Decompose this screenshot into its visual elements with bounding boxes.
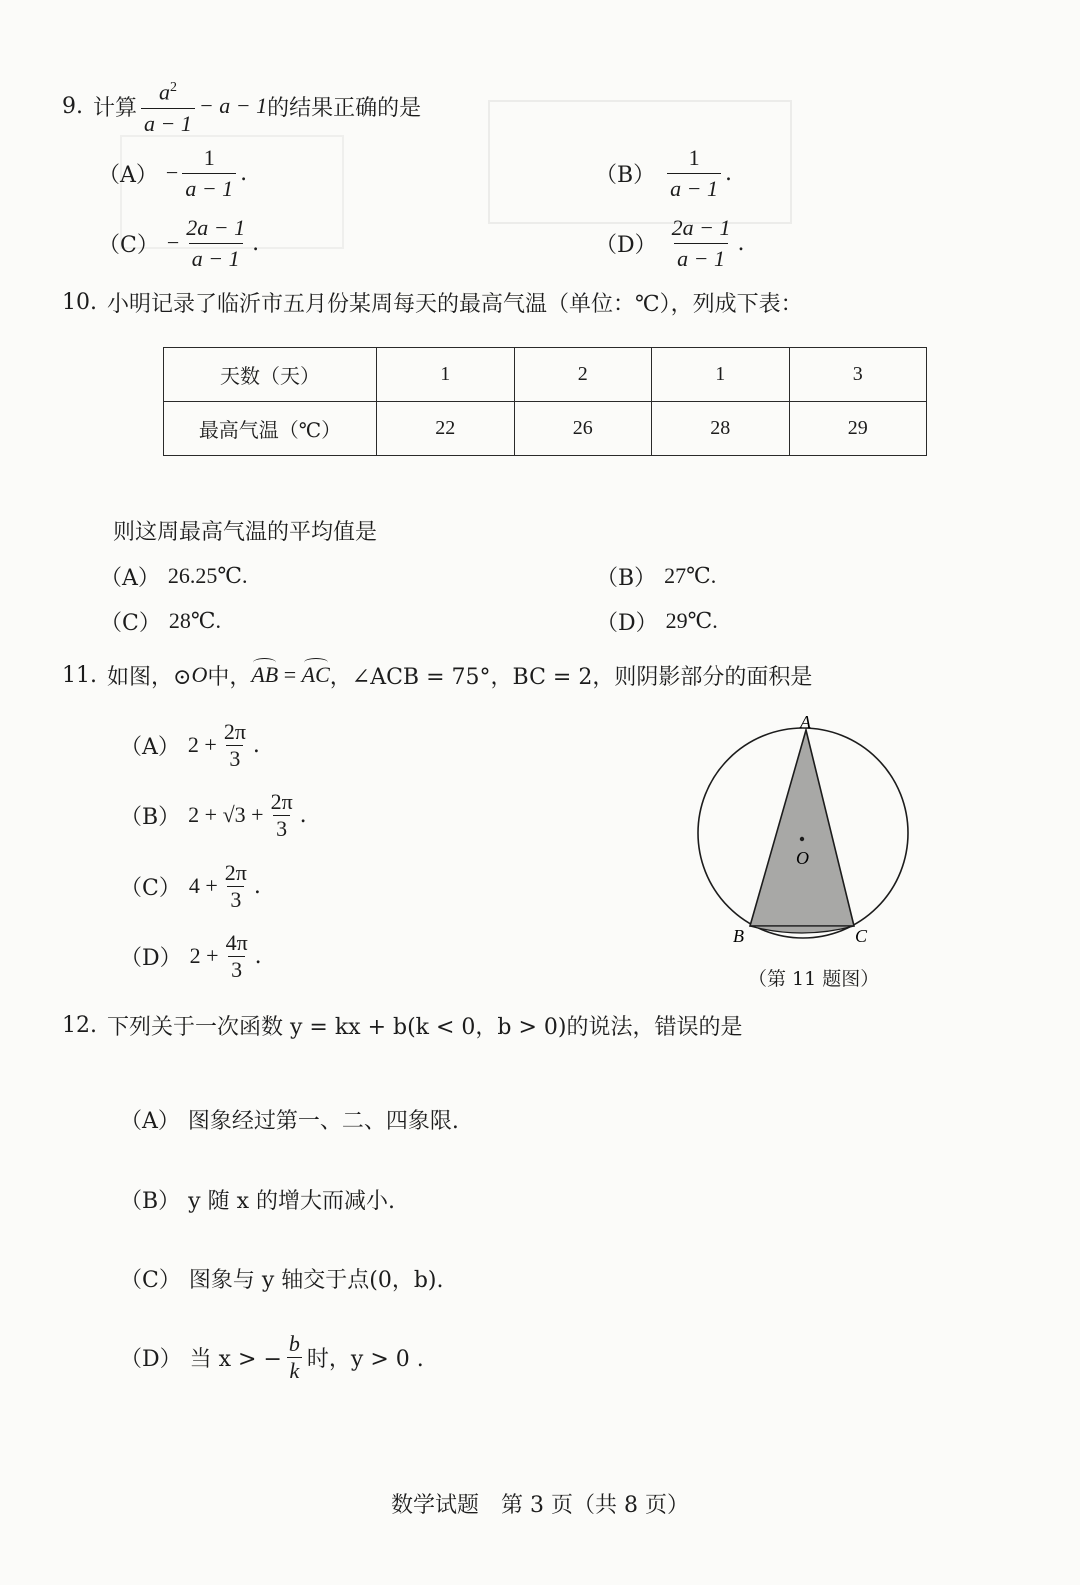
option-fraction xyxy=(183,213,248,274)
option-end: . xyxy=(253,873,261,899)
figure-caption: （第 11 题图） xyxy=(748,968,880,990)
option-prefix: 2 + xyxy=(187,732,217,757)
option-fraction xyxy=(222,860,250,913)
table-cell: 26 xyxy=(514,402,652,456)
q11-stem-c: ，∠ACB = 75°，BC = 2，则阴影部分的面积是 xyxy=(329,664,813,690)
q12-option-c[interactable] xyxy=(120,1261,444,1295)
q10-option-b[interactable] xyxy=(596,560,716,592)
q9-stem xyxy=(62,78,421,134)
q10-number: 10. xyxy=(62,289,97,315)
option-end: . xyxy=(725,160,733,186)
frac-den: 3 xyxy=(227,886,244,913)
q10-option-d[interactable] xyxy=(596,605,718,637)
option-label: （D） xyxy=(120,945,182,971)
center-point xyxy=(800,837,804,841)
option-sign: − xyxy=(166,230,180,255)
option-label: （A） xyxy=(120,734,180,760)
q12-stem xyxy=(62,1008,743,1042)
option-text: 图象经过第一、二、四象限. xyxy=(187,1108,459,1134)
q11-figure xyxy=(690,708,930,948)
q9-stem-tail: − a − 1 xyxy=(198,93,268,118)
q10-option-a[interactable] xyxy=(100,560,248,592)
option-label: （C） xyxy=(120,875,181,901)
option-text: 26.25℃. xyxy=(167,563,248,588)
q9-option-d[interactable] xyxy=(595,212,745,274)
frac-den: 3 xyxy=(228,956,245,983)
q10-option-c[interactable] xyxy=(100,605,221,637)
q10-question: 则这周最高气温的平均值是 xyxy=(113,519,378,545)
option-end: . xyxy=(240,160,248,186)
frac-num: b xyxy=(288,1330,300,1356)
shaded-triangle xyxy=(750,730,854,926)
row-header-days: 天数（天） xyxy=(164,348,377,402)
option-text: 28℃. xyxy=(168,608,221,633)
q12-stem-text: 下列关于一次函数 y = kx + b(k < 0，b > 0)的说法，错误的是 xyxy=(107,1014,743,1040)
option-label: （B） xyxy=(120,804,181,830)
frac-num: 2a − 1 xyxy=(671,214,731,240)
q12-number: 12. xyxy=(62,1012,97,1038)
q11-option-b[interactable] xyxy=(120,784,307,846)
table-cell: 1 xyxy=(377,348,515,402)
option-prefix: 2 + xyxy=(189,943,219,968)
q9-option-a[interactable] xyxy=(98,142,247,204)
option-label: （A） xyxy=(120,1108,180,1134)
option-end: . xyxy=(299,802,307,828)
q9-stem-fraction xyxy=(141,73,195,138)
option-prefix: 2 + √3 + xyxy=(188,802,264,827)
frac-den: 3 xyxy=(226,745,243,772)
option-label: （D） xyxy=(595,232,657,258)
frac-num: 2a − 1 xyxy=(186,214,246,240)
table-cell: 28 xyxy=(652,402,790,456)
q9-number: 9. xyxy=(62,93,83,119)
table-row xyxy=(164,402,927,456)
frac-den: a − 1 xyxy=(667,173,721,204)
frac-den: a − 1 xyxy=(674,243,728,274)
option-end: . xyxy=(737,230,745,256)
label-c: C xyxy=(855,926,868,946)
q9-stem-suffix: 的结果正确的是 xyxy=(267,95,422,121)
option-label: （D） xyxy=(120,1346,182,1372)
q11-stem-a: 如图，⊙ xyxy=(107,664,192,690)
q9-option-c[interactable] xyxy=(98,212,259,274)
frac-num: 2π xyxy=(224,859,247,885)
frac-den: a − 1 xyxy=(182,173,236,204)
option-label: （C） xyxy=(100,610,161,636)
q11-stem-b: 中， xyxy=(207,664,252,690)
option-label: （C） xyxy=(120,1267,181,1293)
option-end: . xyxy=(252,732,260,758)
option-label: （B） xyxy=(596,565,657,591)
q11-option-a[interactable] xyxy=(120,714,260,776)
label-o: O xyxy=(796,848,809,868)
table-cell: 2 xyxy=(514,348,652,402)
frac-den: 3 xyxy=(273,815,290,842)
frac-num: 2π xyxy=(270,788,293,814)
table-cell: 3 xyxy=(789,348,927,402)
option-text: 27℃. xyxy=(664,563,717,588)
frac-den: a − 1 xyxy=(189,243,243,274)
option-label: （C） xyxy=(98,232,159,258)
equals-sign: = xyxy=(278,662,302,687)
option-sign: − xyxy=(165,160,179,185)
temperature-table xyxy=(163,347,927,456)
option-fraction xyxy=(669,213,734,274)
option-prefix: 4 + xyxy=(188,873,218,898)
arc-ac: AC xyxy=(301,662,330,687)
option-prefix: 当 x > − xyxy=(189,1346,282,1372)
table-cell: 29 xyxy=(789,402,927,456)
option-fraction xyxy=(286,1331,303,1384)
option-fraction xyxy=(182,143,236,204)
q9-stem-prefix: 计算 xyxy=(93,95,138,121)
option-label: （D） xyxy=(596,610,658,636)
q11-option-d[interactable] xyxy=(120,925,262,987)
q11-stem-o: O xyxy=(191,662,208,687)
option-label: （B） xyxy=(120,1188,181,1214)
option-suffix: 时，y > 0 . xyxy=(306,1346,424,1372)
frac-num: 2π xyxy=(223,718,246,744)
label-b: B xyxy=(733,926,744,946)
option-text: 29℃. xyxy=(665,608,718,633)
option-fraction xyxy=(221,719,249,772)
option-text: y 随 x 的增大而减小. xyxy=(188,1188,395,1214)
q10-stem xyxy=(62,286,803,318)
option-end: . xyxy=(254,943,262,969)
table-cell: 22 xyxy=(377,402,515,456)
option-end: . xyxy=(252,230,260,256)
q11-option-c[interactable] xyxy=(120,855,261,917)
frac-num: 1 xyxy=(203,144,215,170)
option-label: （B） xyxy=(595,162,656,188)
page-footer: 数学试题 第 3 页（共 8 页） xyxy=(391,1493,689,1518)
table-row xyxy=(164,348,927,402)
option-label: （A） xyxy=(98,162,158,188)
q11-stem xyxy=(62,658,812,692)
frac-den: k xyxy=(287,1357,303,1384)
q9-stem-frac-num: a xyxy=(158,79,170,105)
q12-option-d[interactable] xyxy=(120,1326,424,1388)
q11-number: 11. xyxy=(62,662,97,688)
frac-num: 4π xyxy=(225,929,248,955)
option-fraction xyxy=(667,143,721,204)
label-a: A xyxy=(800,712,811,732)
q9-stem-frac-exp: 2 xyxy=(169,80,177,96)
option-fraction xyxy=(268,789,296,842)
arc-ab: AB xyxy=(251,662,279,687)
table-cell: 1 xyxy=(652,348,790,402)
row-header-temp: 最高气温（℃） xyxy=(164,402,377,456)
q9-option-b[interactable] xyxy=(595,142,732,204)
q10-stem-text: 小明记录了临沂市五月份某周每天的最高气温（单位：℃），列成下表： xyxy=(107,291,803,317)
option-label: （A） xyxy=(100,565,160,591)
option-text: 图象与 y 轴交于点(0，b). xyxy=(188,1267,444,1293)
q12-option-a[interactable] xyxy=(120,1102,459,1136)
frac-num: 1 xyxy=(688,144,700,170)
q12-option-b[interactable] xyxy=(120,1182,395,1216)
option-fraction xyxy=(223,930,251,983)
q9-stem-frac-den: a − 1 xyxy=(141,108,195,139)
